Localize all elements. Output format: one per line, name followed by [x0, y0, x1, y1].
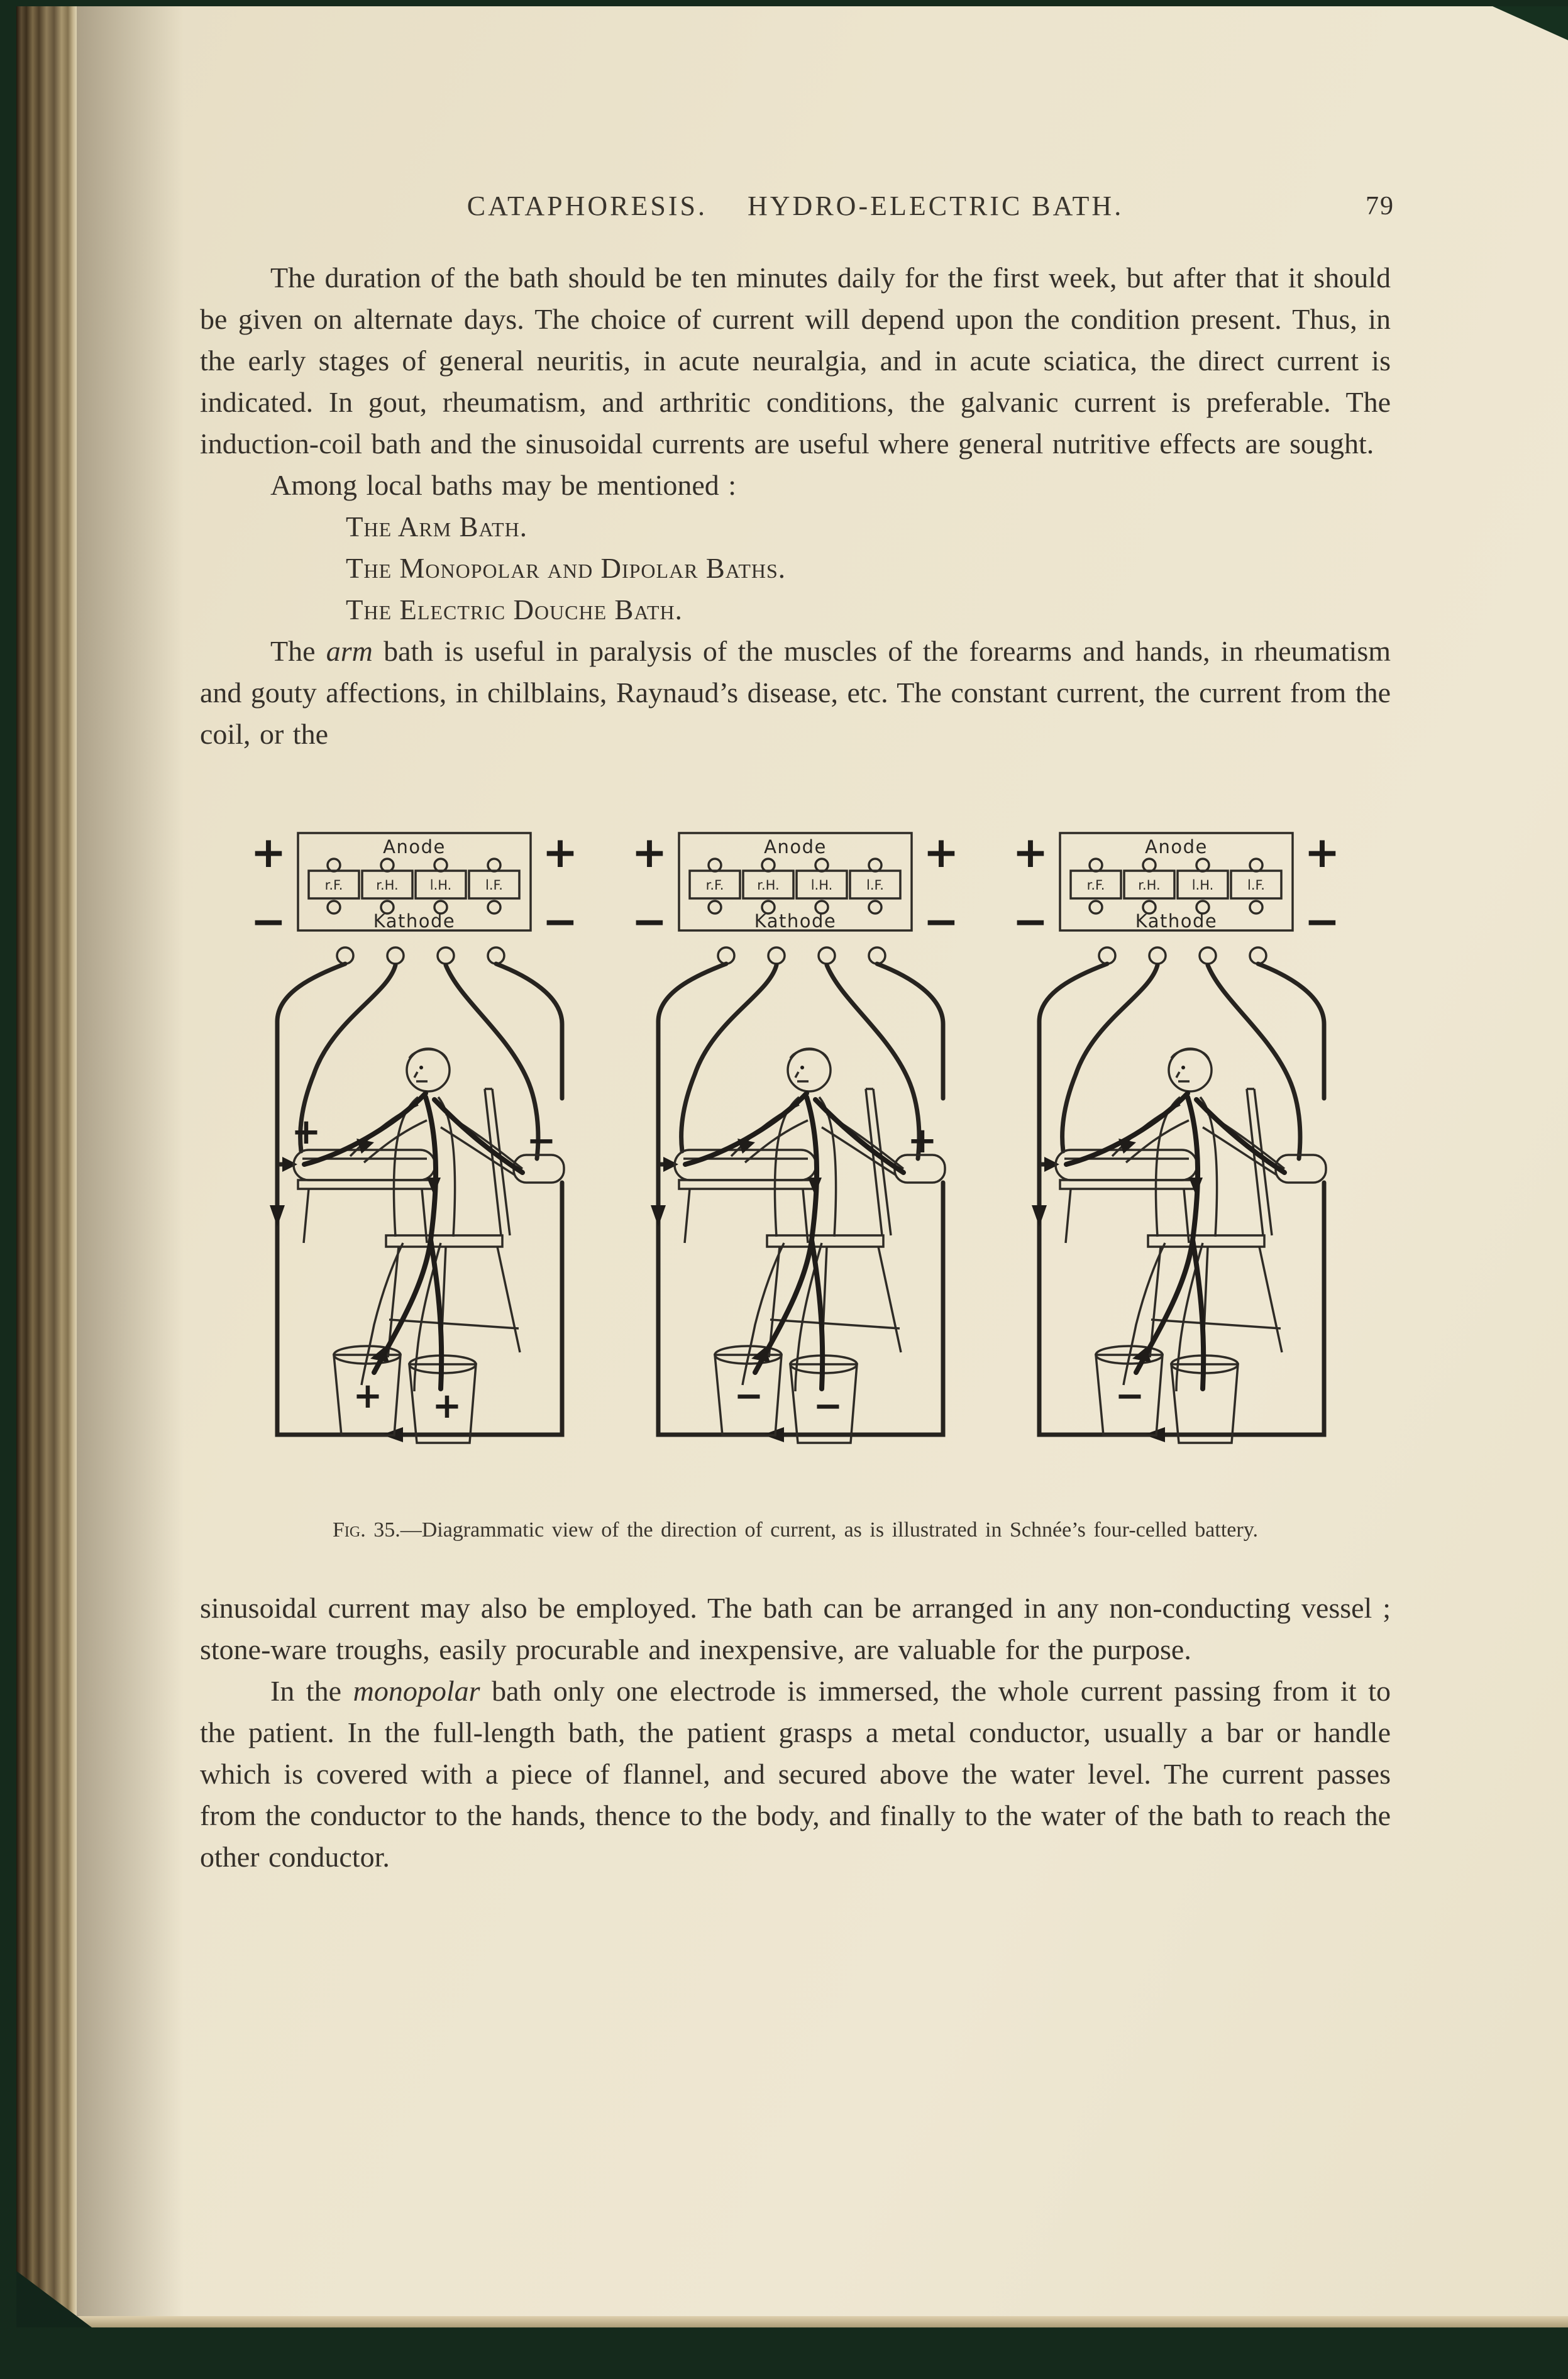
list-item: The Electric Douche Bath.	[346, 594, 683, 626]
anode-label: Anode	[764, 836, 827, 858]
cover-corner-top-right	[1493, 6, 1568, 40]
list-item: The Arm Bath.	[346, 511, 527, 543]
cell-label: r.F.	[324, 878, 343, 893]
paragraph-3	[200, 631, 1391, 755]
bath-current-diagram	[619, 803, 971, 1482]
paragraph-2: Among local baths may be mentioned :	[270, 469, 737, 501]
kathode-label: Kathode	[754, 910, 837, 932]
paragraph-4: sinusoidal current may also be employed. The bath can be arranged in any non-conducting vessel ; stone-ware troughs, easily procurable and inexpensive, are valuable for the purpose.	[200, 1592, 1391, 1665]
minus-sign: −	[1012, 897, 1049, 947]
plus-sign: +	[923, 828, 959, 878]
cell-label: r.F.	[705, 878, 724, 893]
cell-label: l.H.	[429, 878, 452, 893]
cell-label: l.H.	[810, 878, 833, 893]
paragraph-5-pre: In the	[270, 1675, 353, 1707]
figure-caption-label: Fig. 35.	[332, 1518, 400, 1542]
kathode-label: Kathode	[1135, 910, 1218, 932]
polarity-sign-foot-right: +	[432, 1386, 462, 1427]
bath-current-diagram	[1000, 803, 1352, 1482]
anode-label: Anode	[1145, 836, 1208, 858]
minus-sign: −	[923, 897, 959, 947]
bath-list	[346, 506, 1391, 631]
minus-sign: −	[631, 897, 668, 947]
paragraph-3-italic: arm	[326, 635, 373, 667]
book-page	[16, 6, 1568, 2327]
plus-sign: +	[1012, 828, 1049, 878]
paragraph-3-post: bath is useful in paralysis of the muscles of the forearms and hands, in rheumatism and gouty affections, in chilblains, Raynaud’s disease, etc. The constant current, the current from the coil, or the	[200, 635, 1391, 750]
page-stack-edge	[16, 2316, 1568, 2327]
anode-label: Anode	[383, 836, 446, 858]
paragraph-3-pre: The	[270, 635, 326, 667]
page-title	[200, 190, 1391, 222]
minus-sign: −	[1304, 897, 1340, 947]
polarity-sign-foot-left: −	[734, 1376, 764, 1416]
polarity-sign-foot-right: −	[813, 1386, 843, 1427]
list-item: The Monopolar and Dipolar Baths.	[346, 553, 787, 584]
plus-sign: +	[542, 828, 578, 878]
kathode-label: Kathode	[373, 910, 456, 932]
paragraph-5-post: bath only one electrode is immersed, the whole current passing from it to the patient. In the full-length bath, the patient grasps a metal conductor, usually a bar or handle which is covered with a piece of flannel, and secured above the water level. The current passes from the conductor to the hands, thence to the body, and finally to the water of the bath to reach the other conductor.	[200, 1675, 1391, 1873]
cell-label: r.H.	[376, 878, 399, 893]
minus-sign: −	[542, 897, 578, 947]
polarity-sign-foot-left: +	[353, 1376, 383, 1416]
running-head	[200, 190, 1394, 222]
polarity-sign-arm-right: +	[907, 1120, 937, 1161]
cell-label: r.H.	[1138, 878, 1161, 893]
figure-diagrams	[200, 803, 1391, 1482]
cell-label: l.F.	[485, 878, 503, 893]
page-number: 79	[1366, 192, 1394, 221]
plus-sign: +	[631, 828, 668, 878]
paragraph-5	[200, 1670, 1391, 1878]
cell-label: r.F.	[1086, 878, 1105, 893]
plus-sign: +	[1304, 828, 1340, 878]
bath-current-diagram	[238, 803, 590, 1482]
polarity-sign-foot-left: −	[1115, 1376, 1145, 1416]
cell-label: l.F.	[866, 878, 884, 893]
minus-sign: −	[250, 897, 287, 947]
page-title-left: CATAPHORESIS.	[467, 190, 707, 221]
book-binding	[16, 6, 77, 2327]
gutter-shadow	[77, 6, 184, 2327]
paragraph-1: The duration of the bath should be ten minutes daily for the first week, but after that it should be given on alternate days. The choice of current will depend upon the condition present. Thus, in the early stages of general neuritis, in acute neuralgia, and in acute sciatica, the direct current is indicated. In gout, rheumatism, and arthritic conditions, the galvanic current is preferable. The induction-coil bath and the sinusoidal currents are useful where general nutritive effects are sought.	[200, 262, 1391, 460]
figure-caption	[286, 1516, 1305, 1545]
polarity-sign-arm-right: −	[526, 1120, 556, 1161]
paragraph-5-italic: monopolar	[353, 1675, 480, 1707]
page-title-right: HYDRO-ELECTRIC BATH.	[748, 190, 1124, 221]
figure-35	[200, 803, 1391, 1545]
cell-label: l.F.	[1247, 878, 1265, 893]
page-content	[200, 190, 1394, 1878]
cell-label: l.H.	[1191, 878, 1214, 893]
plus-sign: +	[250, 828, 287, 878]
cell-label: r.H.	[757, 878, 780, 893]
polarity-sign-arm-left: +	[291, 1112, 321, 1152]
figure-caption-text: —Diagrammatic view of the direction of current, as is illustrated in Schnée’s four-celled battery.	[400, 1518, 1258, 1542]
